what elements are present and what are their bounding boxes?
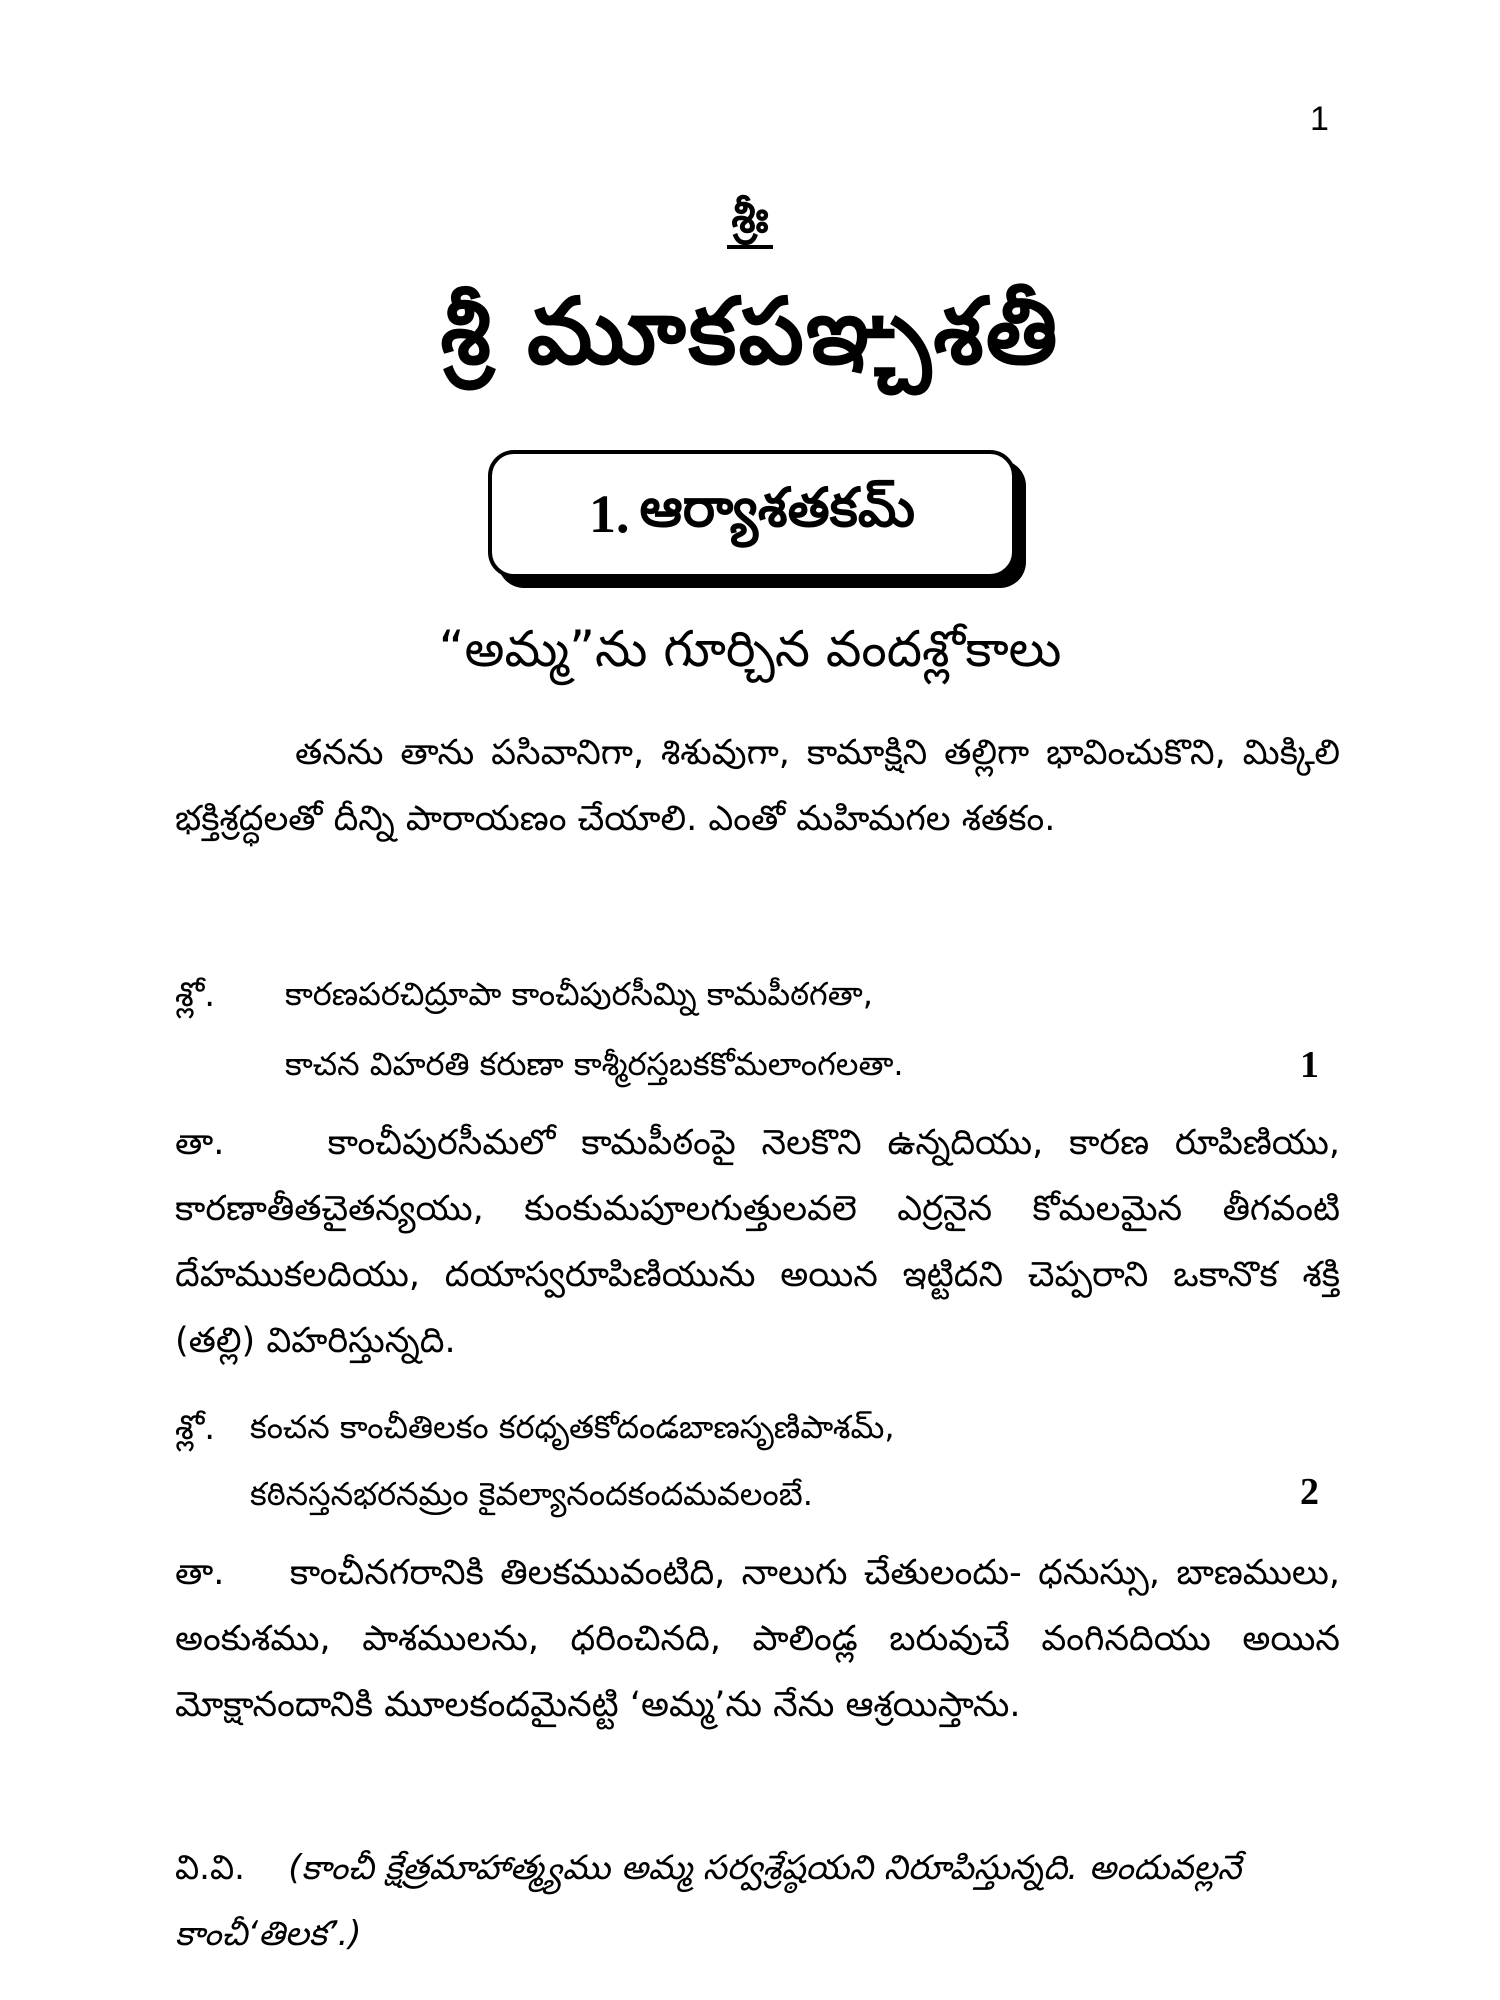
verse-1-number: 1 xyxy=(1300,1044,1319,1086)
note-text: (కాంచీ క్షేత్రమాహాత్మ్యము అమ్మ సర్వశ్రేష్ఠయని నిరూపిస్తున్నది. అందువల్లనే కాంచీ‘తిలక’.) xyxy=(175,1848,1242,1954)
note-label: వి.వి. xyxy=(175,1848,245,1888)
verse-1-line-1: కారణపరచిద్రూపా కాంచీపురసీమ్ని కామపీఠగతా, xyxy=(285,975,873,1013)
chapter-name: ఆర్యాశతకమ్ xyxy=(639,475,915,539)
verse-1-meaning-label: తా. xyxy=(175,1123,225,1163)
invocation-heading xyxy=(0,192,1500,254)
chapter-title-box xyxy=(488,450,1016,578)
verse-2-meaning-label: తా. xyxy=(175,1553,225,1593)
verse-1-meaning-text: కాంచీపురసీమలో కామపీఠంపై నెలకొని ఉన్నదియు, కారణ రూపిణియు, కారణాతీతచైతన్యయు, కుంకుమపూలగుత్తులవలె ఎర్రనైన కోమలమైన తీగవంటి దేహముకలదియు, దయాస్వరూపిణియును అయిన ఇట్టిదని చెప్పరాని ఒకానొక శక్తి (తల్లి) విహరిస్తున్నది. xyxy=(175,1123,1340,1361)
verse-1-marker: శ్లో. xyxy=(175,975,216,1015)
special-note xyxy=(175,1835,1340,1967)
verse-2-number: 2 xyxy=(1300,1471,1319,1513)
page-number: 1 xyxy=(1310,100,1329,138)
verse-2-meaning-text: కాంచీనగరానికి తిలకమువంటిది, నాలుగు చేతులందు- ధనుస్సు, బాణములు, అంకుశము, పాశములను, ధరించినది, పాలిండ్ల బరువుచే వంగినదియు అయిన మోక్షానందానికి మూలకందమైనట్టి ‘అమ్మ’ను నేను ఆశ్రయిస్తాను. xyxy=(175,1553,1340,1725)
chapter-number: 1. xyxy=(589,484,630,544)
verse-2-meaning xyxy=(175,1540,1340,1738)
book-title: శ్రీ మూకపఞ్చశతీ xyxy=(440,278,1060,385)
verse-2-line-2: కఠినస్తనభరనమ్రం కైవల్యానందకందమవలంబే. xyxy=(250,1475,813,1513)
verse-2-line-1: కంచన కాంచీతిలకం కరధృతకోదండబాణసృణిపాశమ్, xyxy=(250,1408,895,1446)
verse-1-meaning xyxy=(175,1110,1340,1374)
invocation-text: శ్రీః xyxy=(727,192,772,249)
section-subheading: “అమ్మ”ను గూర్చిన వందశ్లోకాలు xyxy=(438,620,1062,678)
verse-2-marker: శ్లో. xyxy=(175,1408,216,1448)
verse-1-line-2: కాచన విహరతి కరుణా కాశ్మీరస్తబకకోమలాంగలతా. xyxy=(285,1045,904,1083)
intro-paragraph: తనను తాను పసివానిగా, శిశువుగా, కామాక్షిని తల్లిగా భావించుకొని, మిక్కిలి భక్తిశ్రద్ధలతో దీన్ని పారాయణం చేయాలి. ఎంతో మహిమగల శతకం. xyxy=(175,733,1340,839)
